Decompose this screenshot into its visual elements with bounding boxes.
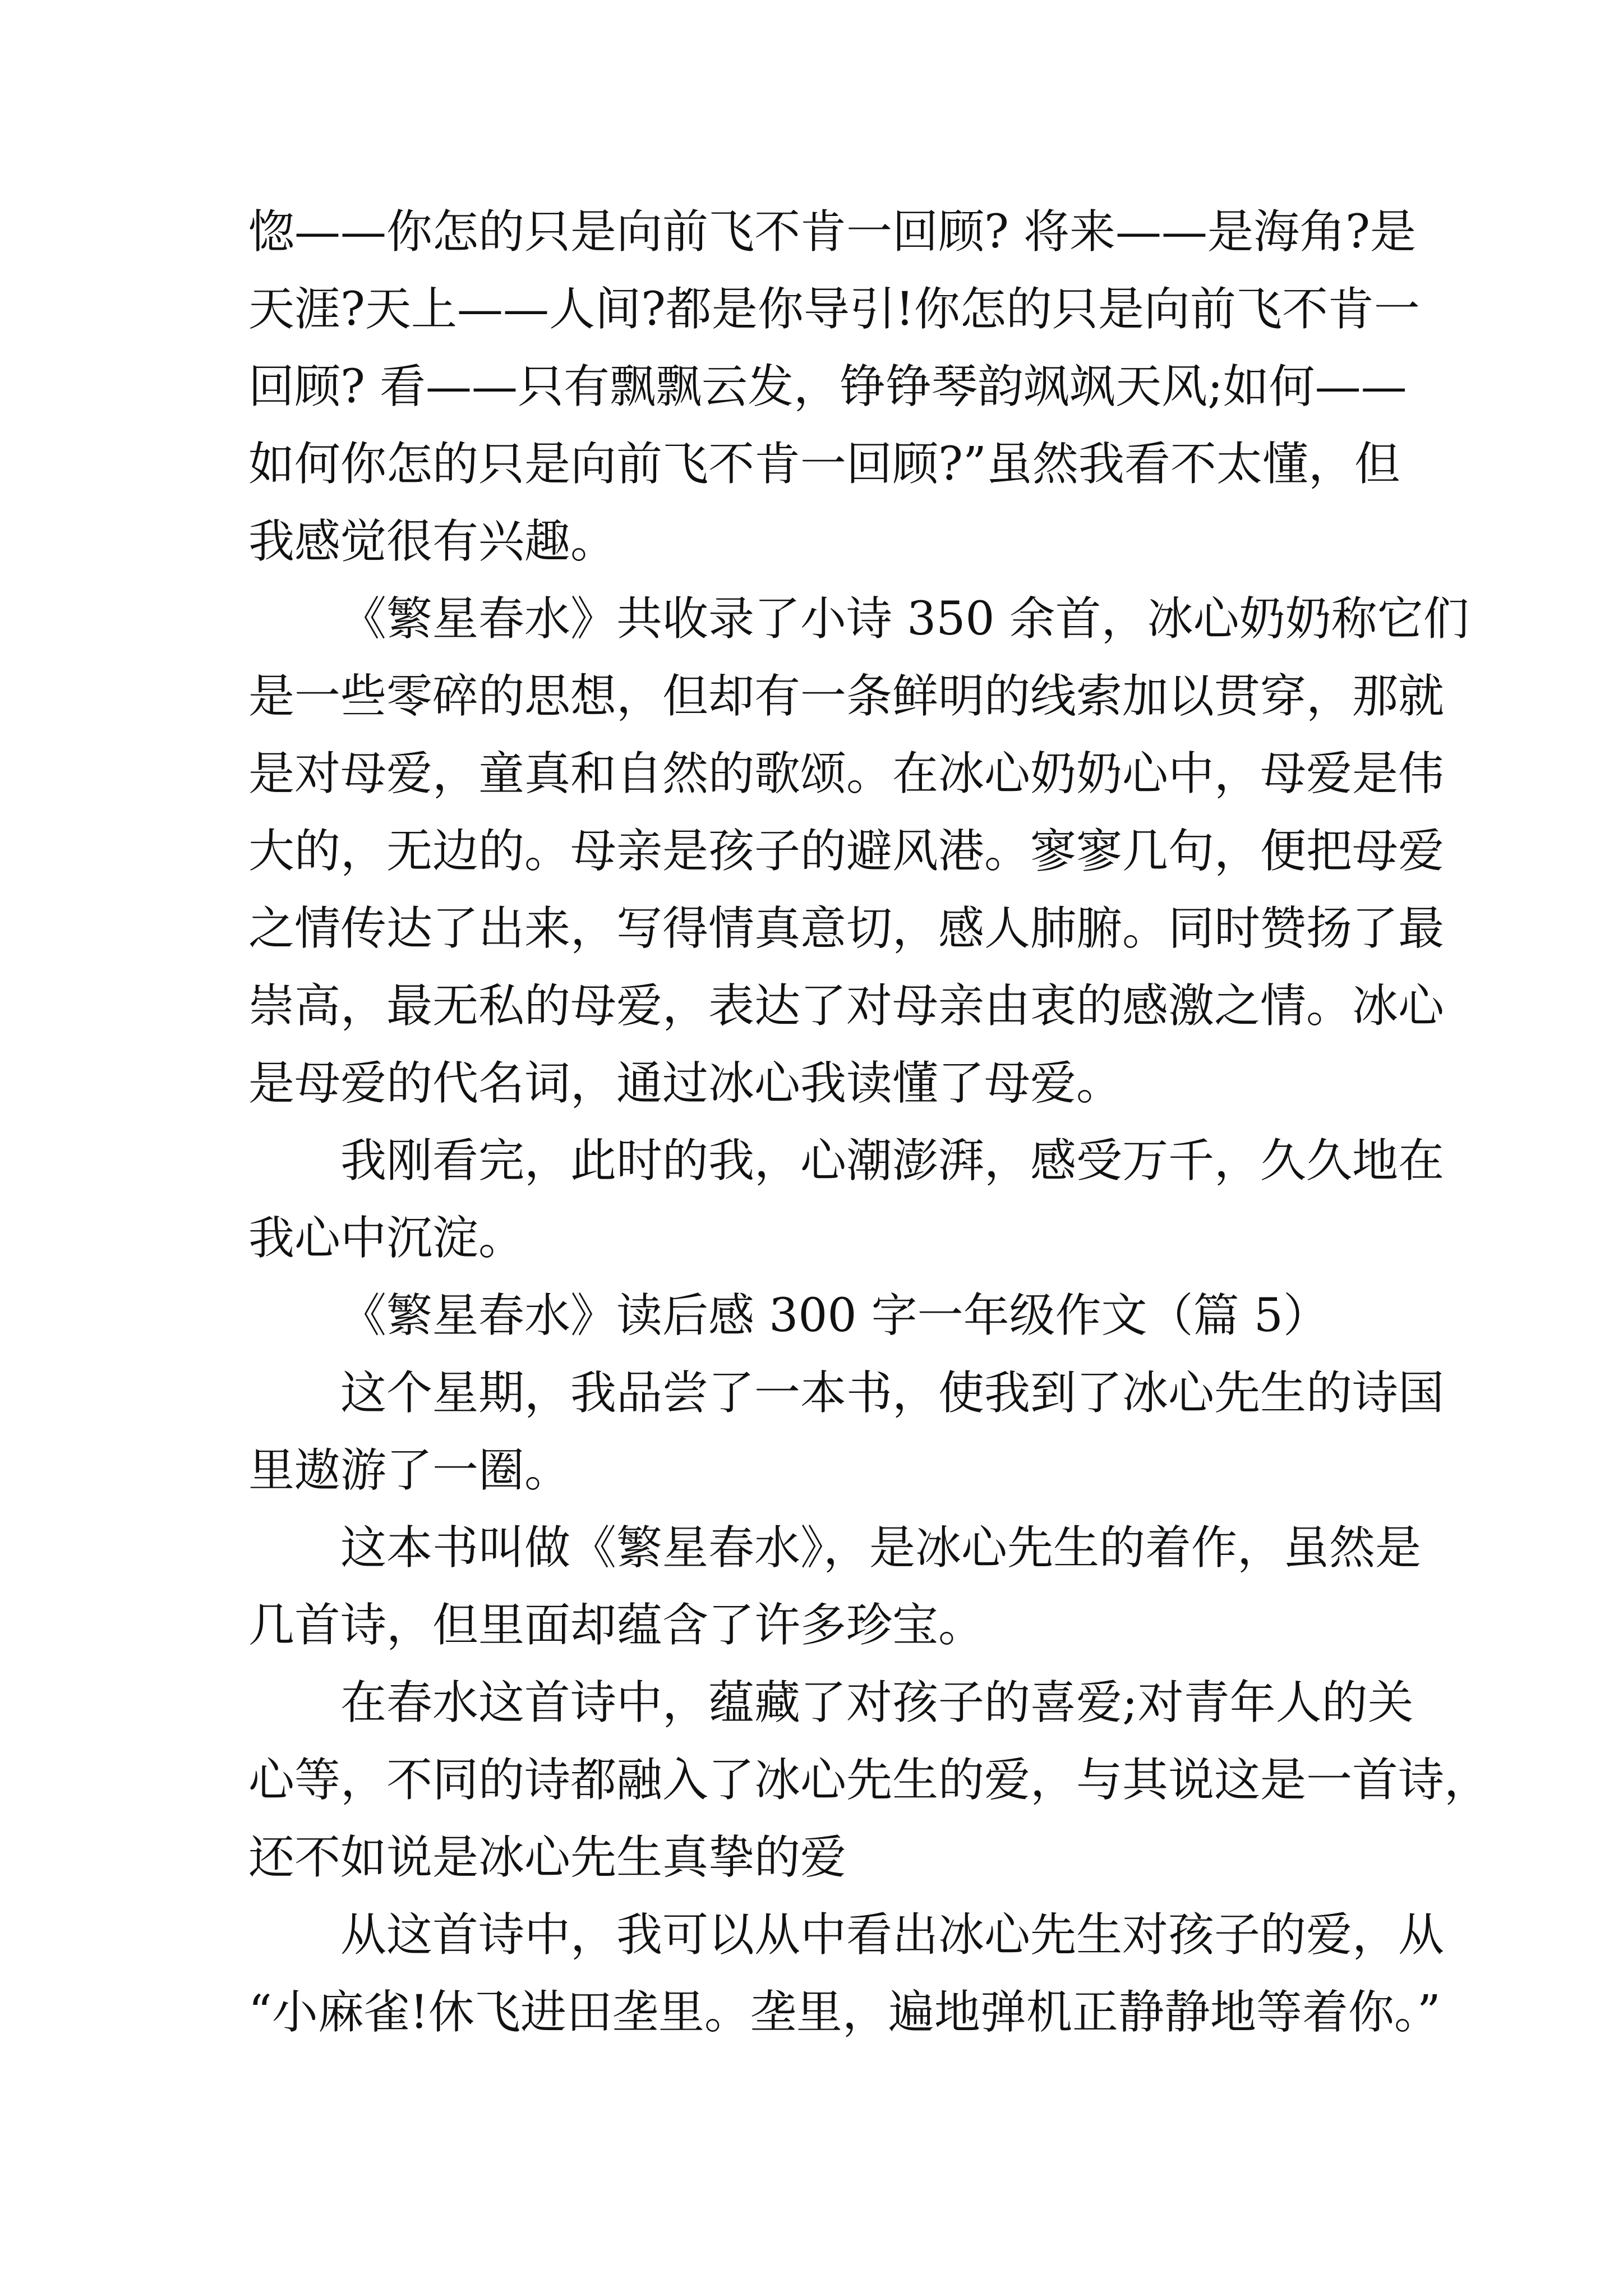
text-line: 我感觉很有兴趣。 (248, 515, 617, 568)
text-line: 是对母爱，童真和自然的歌颂。在冰心奶奶心中，母爱是伟 (248, 747, 1445, 800)
text-line: 天涯?天上——人间?都是你导引!你怎的只是向前飞不肯一 (248, 283, 1420, 336)
text-line: 心等，不同的诗都融入了冰心先生的爱，与其说这是一首诗， (248, 1754, 1491, 1807)
text-line: 崇高，最无私的母爱，表达了对母亲由衷的感激之情。冰心 (248, 979, 1445, 1033)
paragraph-first-line: 从这首诗中，我可以从中看出冰心先生对孩子的爱，从 (340, 1908, 1445, 1962)
text-line: 里遨游了一圈。 (248, 1444, 571, 1497)
text-line: 是母爱的代名词，通过冰心我读懂了母爱。 (248, 1057, 1123, 1110)
paragraph-first-line: 在春水这首诗中，蕴藏了对孩子的喜爱;对青年人的关 (340, 1676, 1414, 1729)
text-line: 之情传达了出来，写得情真意切，感人肺腑。同时赞扬了最 (248, 902, 1445, 955)
text-line: 回顾? 看——只有飘飘云发，铮铮琴韵飒飒天风;如何—— (248, 360, 1407, 413)
text-line: 大的，无边的。母亲是孩子的避风港。寥寥几句，便把母爱 (248, 825, 1445, 878)
text-line: 几首诗，但里面却蕴含了许多珍宝。 (248, 1599, 985, 1652)
text-line: 如何你怎的只是向前飞不肯一回顾?”虽然我看不太懂，但 (248, 438, 1400, 491)
text-line: 惚——你怎的只是向前飞不肯一回顾? 将来——是海角?是 (248, 205, 1416, 259)
section-heading: 《繁星春水》读后感 300 字一年级作文（篇 5） (340, 1289, 1329, 1342)
text-line: “小麻雀!休飞进田垄里。垄里，遍地弹机正静静地等着你。” (248, 1986, 1441, 2039)
paragraph-first-line: 这本书叫做《繁星春水》，是冰心先生的着作，虽然是 (340, 1521, 1422, 1575)
text-line: 是一些零碎的思想，但却有一条鲜明的线索加以贯穿，那就 (248, 670, 1445, 723)
text-line: 还不如说是冰心先生真挚的爱 (248, 1831, 847, 1884)
paragraph-first-line: 《繁星春水》共收录了小诗 350 余首，冰心奶奶称它们 (340, 592, 1469, 646)
paragraph-first-line: 我刚看完，此时的我，心潮澎湃，感受万千，久久地在 (340, 1134, 1445, 1188)
text-line: 我心中沉淀。 (248, 1212, 525, 1265)
paragraph-first-line: 这个星期，我品尝了一本书，使我到了冰心先生的诗国 (340, 1366, 1445, 1420)
document-body (248, 194, 1491, 2051)
